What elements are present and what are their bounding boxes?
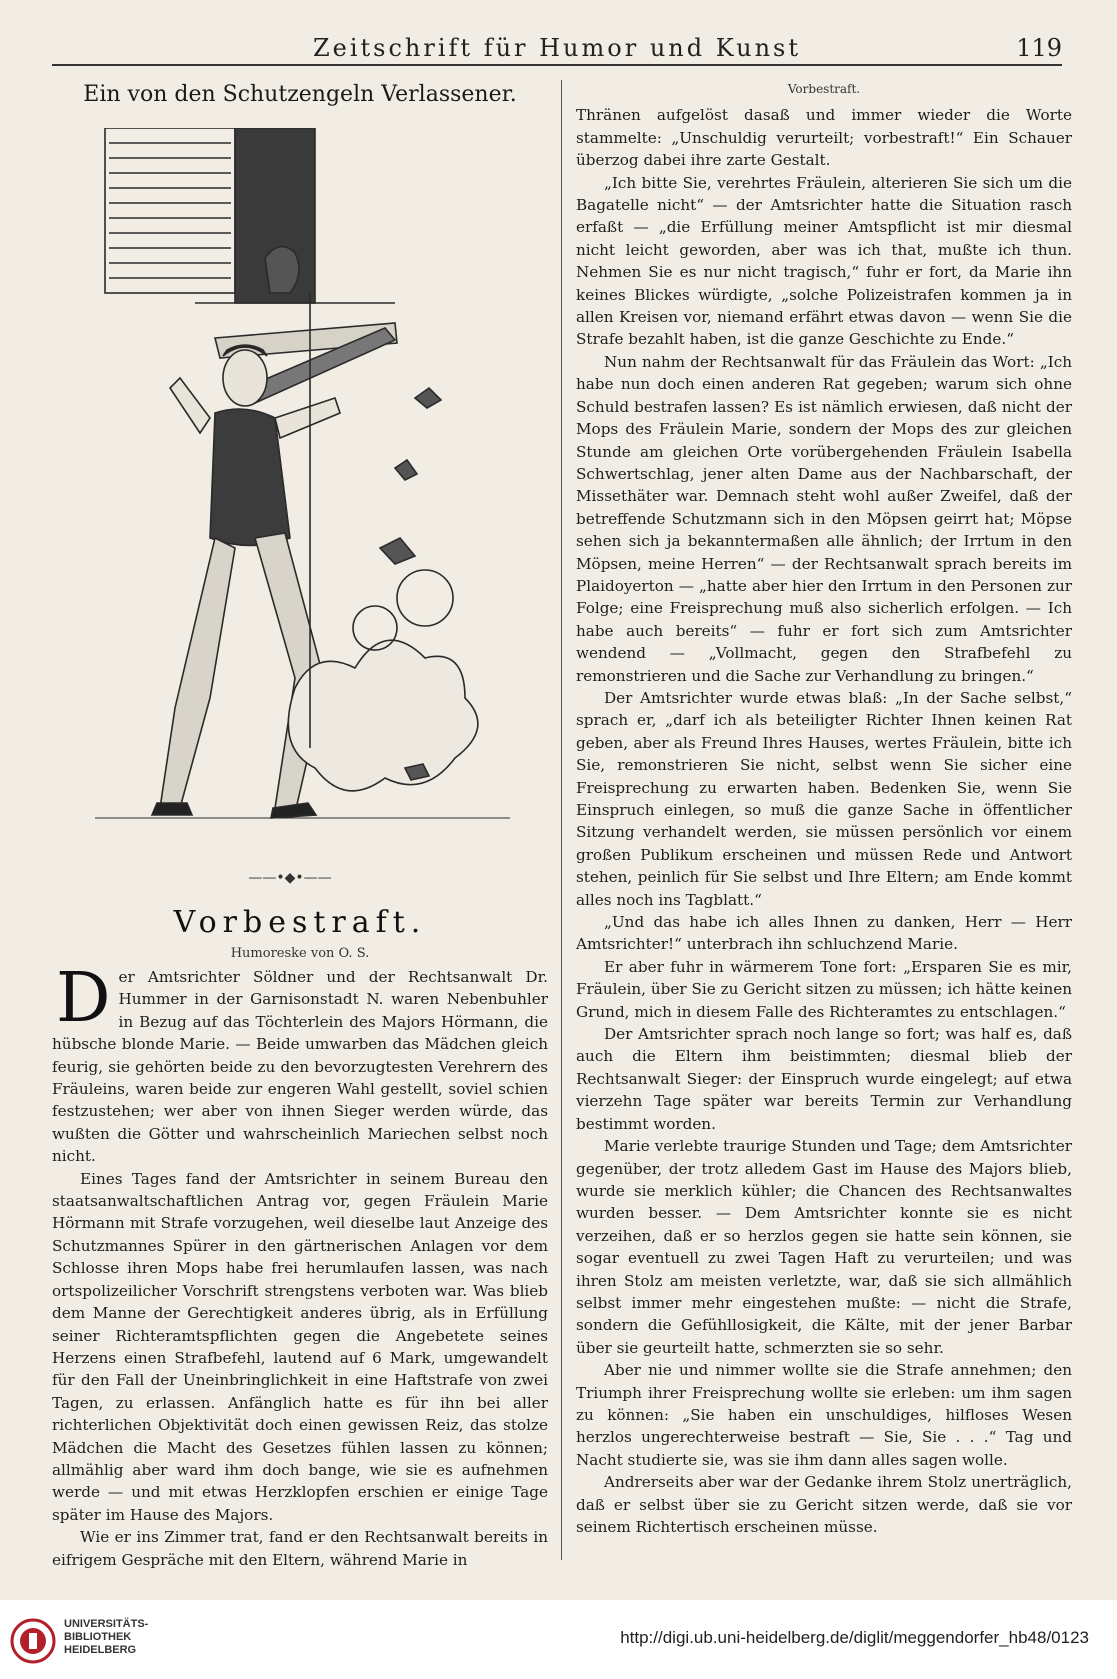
- illustration-drawing: [95, 128, 515, 828]
- paragraph: Der Amtsrichter Söldner und der Rechtsanwalt Dr. Hummer in der Garnisonstadt N. waren Nebenbuhler in Bezug auf das Töchterlein des Majors Hörmann, die hübsche blonde Marie. — Beide umwarben das Mädchen gleich feurig, sie gehörten beide zu den bevorzugtesten Verehrern des Fräuleins, waren beide zur engeren Wahl gestellt, soviel schien festzustehen; wer aber von ihnen Sieger werden würde, das wußten die Götter und wahrscheinlich Mariechen selbst noch nicht.: [52, 959, 548, 1166]
- paragraph: Der Amtsrichter sprach noch lange so fort; was half es, daß auch die Eltern ihm beistimmten; diesmal blieb der Rechtsanwalt Sieger: der Einspruch wurde eingelegt; auf etwa vierzehn Tage später war bereits Termin zur Verhandlung bestimmt worden.: [576, 1025, 1072, 1133]
- paragraph: Eines Tages fand der Amtsrichter in seinem Bureau den staatsanwaltschaftlichen Antrag vor, gegen Fräulein Marie Hörmann mit Strafe vorzugehen, weil dieselbe laut Anzeige des Schutzmannes Spürer in den gärtnerischen Anlagen vor dem Schlosse ihren Mops habe frei herumlaufen lassen, was nach ortspolizeilicher Vorschrift strengstens verboten war. Was blieb dem Manne der Gerechtigkeit anderes übrig, als in Erfüllung seiner Richteramtspflichten gegen die Angebetete seines Herzens einen Strafbefehl, lautend auf 6 Mark, umgewandelt für den Fall der Uneinbringlichkeit in eine Haftstrafe von zwei Tagen, zu erlassen. Anfänglich hatte es für ihn bei aller richterlichen Objektivität doch einen gewissen Reiz, das stolze Mädchen die Macht des Gesetzes fühlen lassen zu können; allmählig aber ward ihm doch bange, wie sie es aufnehmen werde — und mit etwas Herzklopfen erschien er einige Tage später im Hause des Majors.: [52, 1169, 548, 1524]
- paragraph: Marie verlebte traurige Stunden und Tage; dem Amtsrichter gegenüber, der trotz alledem Gast im Hause des Majors blieb, wurde sie merklich kühler; die Chancen des Rechtsanwaltes wurden besser. — Dem Amtsrichter konnte sie es nicht verzeihen, daß er so herzlos gegen sie hatte sein können, sie sogar eventuell zu zwei Tagen Haft zu verurteilen; und was ihren Stolz am meisten verletzte, war, daß sie sich allmählich selbst immer mehr eingestehen mußte: — nicht die Strafe, sondern die Gefühllosigkeit, die Kälte, mit der jener Barbar über sie geurteilt hatte, schmerzten sie so sehr.: [576, 1137, 1072, 1357]
- story-title: Vorbestraft.: [173, 905, 427, 940]
- running-head: Vorbestraft.: [787, 82, 861, 96]
- section-ornament: ——•◆•——: [248, 870, 332, 886]
- paragraph: Nun nahm der Rechtsanwalt für das Fräulein das Wort: „Ich habe nun doch einen anderen Rat gegeben; warum sich ohne Schuld bestrafen lassen? Es ist nämlich erwiesen, daß nicht der Mops des Fräulein Marie, sondern der Mops des zur gleichen Stunde am gleichen Orte vorübergehenden Fräulein Isabella Schwertschlag, jener alten Dame aus der Nachbarschaft, der Missethäter war. Demnach steht wohl außer Zweifel, daß der betreffende Schutzmann sich in den Möpsen geirrt hat; Möpse sehen sich ja bekanntermaßen alle ähnlich; der Irrtum in den Möpsen, meine Herren“ — der Rechtsanwalt sprach bereits im Plaidoyerton — „hatte aber hier den Irrtum in den Personen zur Folge; eine Freisprechung muß also sicherlich erfolgen. — Ich habe auch bereits“ — fuhr er fort sich zum Amtsrichter wendend — „Vollmacht, gegen den Strafbefehl zu remonstrieren und die Sache zur Verhandlung zu bringen.“: [576, 352, 1072, 685]
- document-url-link[interactable]: http://digi.ub.uni-heidelberg.de/diglit/meggendorfer_hb48/0123: [620, 1628, 1089, 1647]
- paragraph: Der Amtsrichter wurde etwas blaß: „In der Sache selbst,“ sprach er, „darf ich als beteiligter Richter Ihnen keinen Rat geben, aber als Freund Ihres Hauses, wertes Fräulein, bitte ich Sie, remonstrieren Sie nicht, selbst wenn Sie sicher eine Freisprechung zu erwarten haben. Bedenken Sie, wenn Sie Einspruch einlegen, so muß die ganze Sache in öffentlicher Sitzung verhandelt werden, sie müssen persönlich vor einem großen Publikum erscheinen und müssen Rede und Antwort stehen, peinlich für Sie selbst und Ihre Eltern; am Ende kommt alles noch ins Tagblatt.“: [576, 688, 1072, 909]
- window-shutter: [105, 128, 235, 293]
- header-rule: [52, 64, 1062, 66]
- column-divider: [561, 80, 562, 1560]
- institution-name: UNIVERSITÄTS- BIBLIOTHEK HEIDELBERG: [64, 1618, 149, 1656]
- university-seal-icon: [10, 1618, 56, 1664]
- drop-cap: D: [56, 959, 111, 1038]
- paragraph: Er aber fuhr in wärmerem Tone fort: „Ersparen Sie es mir, Fräulein, über Sie zu Gericht sitzen zu müssen; ich hätte keinen Grund, mich in diesem Falle des Richteramtes zu entschlagen.“: [576, 957, 1072, 1021]
- right-text-column: [576, 78, 1072, 1538]
- left-text-column: [52, 959, 548, 1571]
- paragraph: „Ich bitte Sie, verehrtes Fräulein, alterieren Sie sich um die Bagatelle nicht“ — der Amtsrichter hatte die Situation rasch erfaßt — „die Erfüllung meiner Amtspflicht ist mir diesmal nicht leicht geworden, aber was ich that, mußte ich thun. Nehmen Sie es nur nicht tragisch,“ fuhr er fort, da Marie ihn keines Blickes würdigte, „solche Polizeistrafen kommen ja in allen Kreisen vor, niemand erfährt etwas davon — wenn Sie die Strafe bezahlt haben, ist die ganze Geschichte zu Ende.“: [576, 173, 1072, 349]
- story-byline: Humoreske von O. S.: [230, 946, 370, 961]
- man-head: [223, 350, 267, 406]
- page-header: [52, 30, 1062, 60]
- paragraph: Andrerseits aber war der Gedanke ihrem Stolz unerträglich, daß er selbst über sie zu Gericht sitzen werde, daß sie vor seinem Richtertisch erscheinen müsse.: [576, 1473, 1072, 1536]
- paragraph: „Und das habe ich alles Ihnen zu danken, Herr — Herr Amtsrichter!“ unterbrach ihn schluchzend Marie.: [576, 913, 1072, 954]
- illustration-caption: Ein von den Schutzengeln Verlassener.: [83, 82, 517, 107]
- falling-flowerpot: [265, 247, 299, 293]
- paragraph: Thränen aufgelöst dasaß und immer wieder die Worte stammelte: „Unschuldig verurteilt; vorbestraft!“ Ein Schauer überzog dabei ihre zarte Gestalt.: [576, 106, 1072, 170]
- journal-title: Zeitschrift für Humor und Kunst: [312, 34, 802, 62]
- paragraph: Wie er ins Zimmer trat, fand er den Rechtsanwalt bereits in eifrigem Gespräche mit den Eltern, während Marie in: [52, 1528, 548, 1569]
- library-footer: [0, 1600, 1117, 1679]
- page-number: 119: [1016, 34, 1062, 62]
- paragraph: Aber nie und nimmer wollte sie die Strafe annehmen; den Triumph ihrer Freisprechung wollte sie erleben: um ihm sagen zu können: „Sie haben ein unschuldiges, hilfloses Wesen herzlos ungerechterweise bestraft — Sie, Sie . . .“ Tag und Nacht studierte sie, was sie ihm dann alles sagen wolle.: [576, 1361, 1072, 1469]
